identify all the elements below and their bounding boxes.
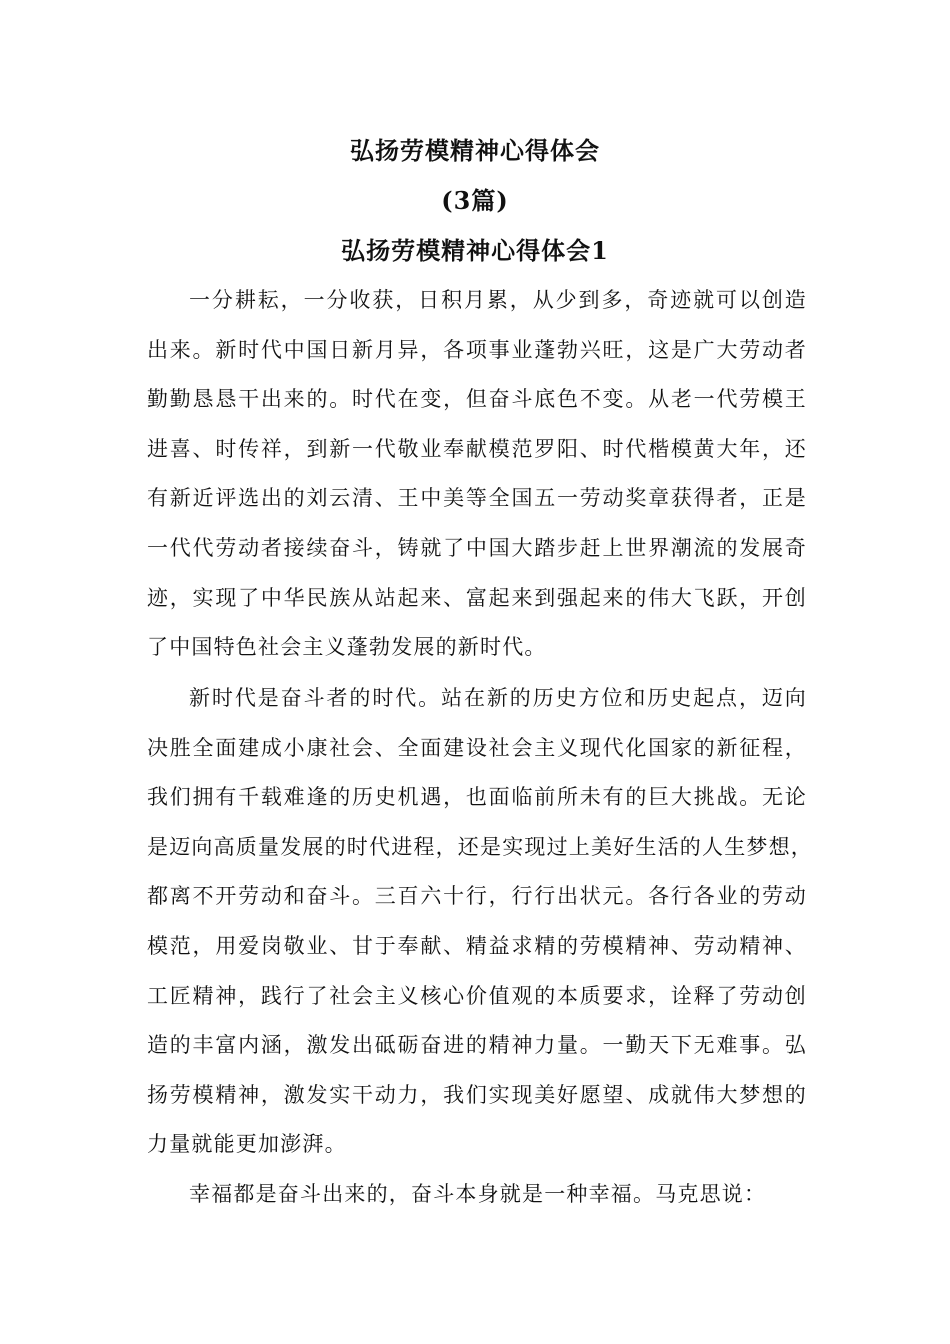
text-line: 勤勤恳恳干出来的。时代在变，但奋斗底色不变。从老一代劳模王 (147, 387, 807, 412)
paragraph-3 (147, 1170, 807, 1220)
text-line: 迹，实现了中华民族从站起来、富起来到强起来的伟大飞跃，开创 (147, 585, 807, 610)
section-title: 弘扬劳模精神心得体会1 (341, 236, 609, 265)
text-line: 有新近评选出的刘云清、王中美等全国五一劳动奖章获得者，正是 (147, 486, 807, 511)
text-line: 决胜全面建成小康社会、全面建设社会主义现代化国家的新征程， (147, 735, 807, 760)
text-line: 进喜、时传祥，到新一代敬业奉献模范罗阳、时代楷模黄大年，还 (147, 436, 807, 461)
paragraph-2 (147, 674, 813, 1170)
text-line: 都离不开劳动和奋斗。三百六十行，行行出状元。各行各业的劳动 (147, 884, 807, 909)
text-line: 工匠精神，践行了社会主义核心价值观的本质要求，诠释了劳动创 (147, 983, 807, 1008)
text-line: 造的丰富内涵，激发出砥砺奋进的精神力量。一勤天下无难事。弘 (147, 1033, 807, 1058)
text-line: 我们拥有千载难逢的历史机遇，也面临前所未有的巨大挑战。无论 (147, 785, 807, 810)
text-line: 一代代劳动者接续奋斗，铸就了中国大踏步赶上世界潮流的发展奇 (147, 535, 807, 560)
text-line: 是迈向高质量发展的时代进程，还是实现过上美好生活的人生梦想， (147, 834, 813, 859)
paragraph-1 (147, 276, 807, 673)
text-line: 新时代是奋斗者的时代。站在新的历史方位和历史起点，迈向 (189, 686, 807, 710)
document-title: 弘扬劳模精神心得体会 (350, 136, 600, 165)
text-line: 力量就能更加澎湃。 (147, 1132, 347, 1157)
text-line: 一分耕耘，一分收获，日积月累，从少到多，奇迹就可以创造 (189, 288, 807, 312)
text-line: 了中国特色社会主义蓬勃发展的新时代。 (147, 635, 547, 660)
text-line: 扬劳模精神，激发实干动力，我们实现美好愿望、成就伟大梦想的 (147, 1082, 807, 1107)
document-subtitle: (3篇) (441, 186, 509, 215)
text-line: 出来。新时代中国日新月异，各项事业蓬勃兴旺，这是广大劳动者 (147, 337, 807, 362)
text-line: 模范，用爱岗敬业、甘于奉献、精益求精的劳模精神、劳动精神、 (147, 933, 807, 958)
text-line: 幸福都是奋斗出来的，奋斗本身就是一种幸福。马克思说： (189, 1182, 767, 1206)
